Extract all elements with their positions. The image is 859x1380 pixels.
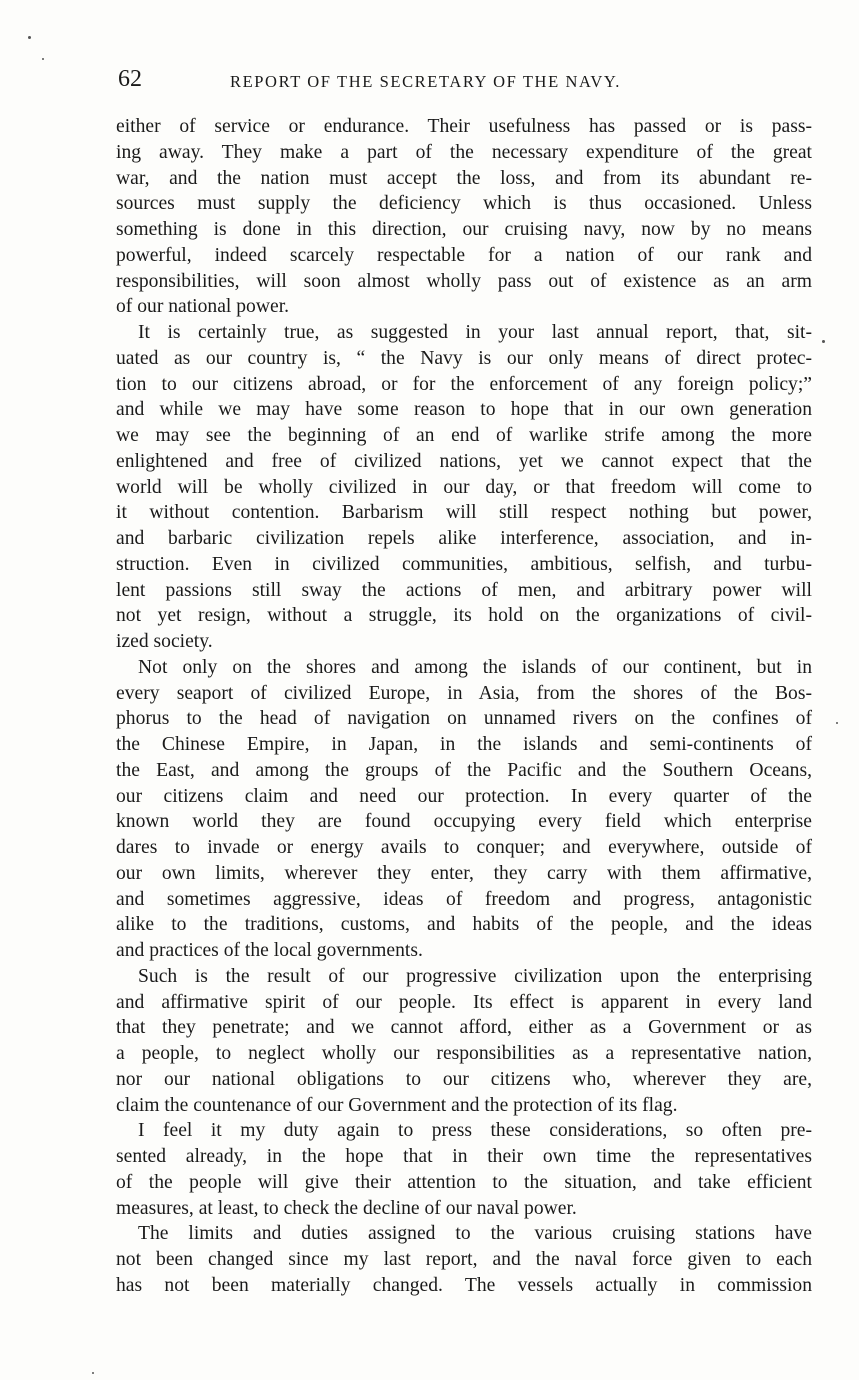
text-line: and sometimes aggressive, ideas of freedom and progress, antagonistic (116, 888, 812, 910)
text-line: not been changed since my last report, and the naval force given to each (116, 1249, 812, 1270)
text-line: lent passions still sway the actions of men, and arbitrary power will (116, 579, 812, 601)
page-number: 62 (118, 66, 142, 92)
text-line: world will be wholly civilized in our day, or that freedom will come to (116, 476, 812, 498)
text-line: our citizens claim and need our protection. In every quarter of the (116, 785, 812, 807)
text-line: measures, at least, to check the decline of our naval power. (116, 1197, 577, 1219)
paragraph-1 (116, 114, 812, 320)
text-line: every seaport of civilized Europe, in Asia, from the shores of the Bos- (116, 682, 812, 704)
scan-speck (42, 58, 44, 60)
text-line: and affirmative spirit of our people. Its effect is apparent in every land (116, 991, 812, 1013)
text-line: struction. Even in civilized communities, ambitious, selfish, and turbu- (116, 553, 812, 575)
text-line: Such is the result of our progressive civilization upon the enterprising (138, 965, 812, 987)
paragraph-6 (116, 1221, 812, 1298)
text-line: alike to the traditions, customs, and habits of the people, and the ideas (116, 914, 812, 936)
text-line: our own limits, wherever they enter, they carry with them affirmative, (116, 862, 812, 884)
scan-speck (92, 1372, 94, 1374)
text-line: sources must supply the deficiency which is thus occasioned. Unless (116, 193, 812, 215)
text-line: nor our national obligations to our citizens who, wherever they are, (116, 1068, 812, 1090)
text-line: claim the countenance of our Government and the protection of its flag. (116, 1094, 678, 1116)
text-line: dares to invade or energy avails to conquer; and everywhere, outside of (116, 837, 812, 858)
text-line: sented already, in the hope that in their own time the representatives (116, 1146, 812, 1167)
text-line: Not only on the shores and among the islands of our continent, but in (138, 656, 812, 678)
text-line: war, and the nation must accept the loss, and from its abundant re- (116, 167, 812, 189)
text-line: we may see the beginning of an end of warlike strife among the more (116, 425, 812, 446)
text-line: of our national power. (116, 296, 290, 318)
text-line: that they penetrate; and we cannot afford, either as a Government or as (116, 1017, 812, 1039)
paragraph-4 (116, 964, 812, 1119)
text-line: something is done in this direction, our cruising navy, now by no means (116, 219, 812, 240)
body-text (116, 114, 812, 1299)
text-line: the Chinese Empire, in Japan, in the islands and semi-continents of (116, 734, 812, 755)
text-line: has not been materially changed. The vessels actually in commission (116, 1274, 812, 1296)
paragraph-3 (116, 655, 812, 964)
text-line: I feel it my duty again to press these considerations, so often pre- (138, 1120, 812, 1142)
text-line: enlightened and free of civilized nations, yet we cannot expect that the (116, 450, 812, 472)
scan-speck (822, 340, 825, 343)
running-title: REPORT OF THE SECRETARY OF THE NAVY. (230, 72, 622, 91)
text-line: and barbaric civilization repels alike interference, association, and in- (116, 528, 812, 549)
page-header (118, 64, 818, 98)
text-line: it without contention. Barbarism will still respect nothing but power, (116, 502, 812, 524)
text-line: The limits and duties assigned to the various cruising stations have (138, 1223, 812, 1245)
text-line: powerful, indeed scarcely respectable for a nation of our rank and (116, 244, 812, 266)
text-line: ing away. They make a part of the necessary expenditure of the great (116, 141, 812, 163)
text-line: phorus to the head of navigation on unnamed rivers on the confines of (116, 708, 812, 730)
text-line: the East, and among the groups of the Pacific and the Southern Oceans, (116, 759, 812, 781)
text-line: and while we may have some reason to hope that in our own generation (116, 399, 812, 421)
text-line: ized society. (116, 631, 213, 652)
text-line: responsibilities, will soon almost wholly pass out of existence as an arm (116, 270, 812, 292)
text-line: uated as our country is, “ the Navy is our only means of direct protec- (116, 347, 812, 369)
text-line: of the people will give their attention to the situation, and take efficient (116, 1171, 812, 1193)
paragraph-5 (116, 1118, 812, 1221)
scan-speck (836, 722, 838, 724)
text-line: either of service or endurance. Their usefulness has passed or is pass- (116, 116, 812, 137)
scan-speck (28, 36, 31, 39)
text-line: and practices of the local governments. (116, 940, 423, 961)
text-line: not yet resign, without a struggle, its hold on the organizations of civil- (116, 605, 812, 627)
text-line: a people, to neglect wholly our responsibilities as a representative nation, (116, 1043, 812, 1064)
text-line: known world they are found occupying every field which enterprise (116, 811, 812, 833)
paragraph-2 (116, 320, 812, 655)
text-line: It is certainly true, as suggested in your last annual report, that, sit- (138, 322, 812, 343)
text-line: tion to our citizens abroad, or for the enforcement of any foreign policy;” (116, 373, 812, 395)
